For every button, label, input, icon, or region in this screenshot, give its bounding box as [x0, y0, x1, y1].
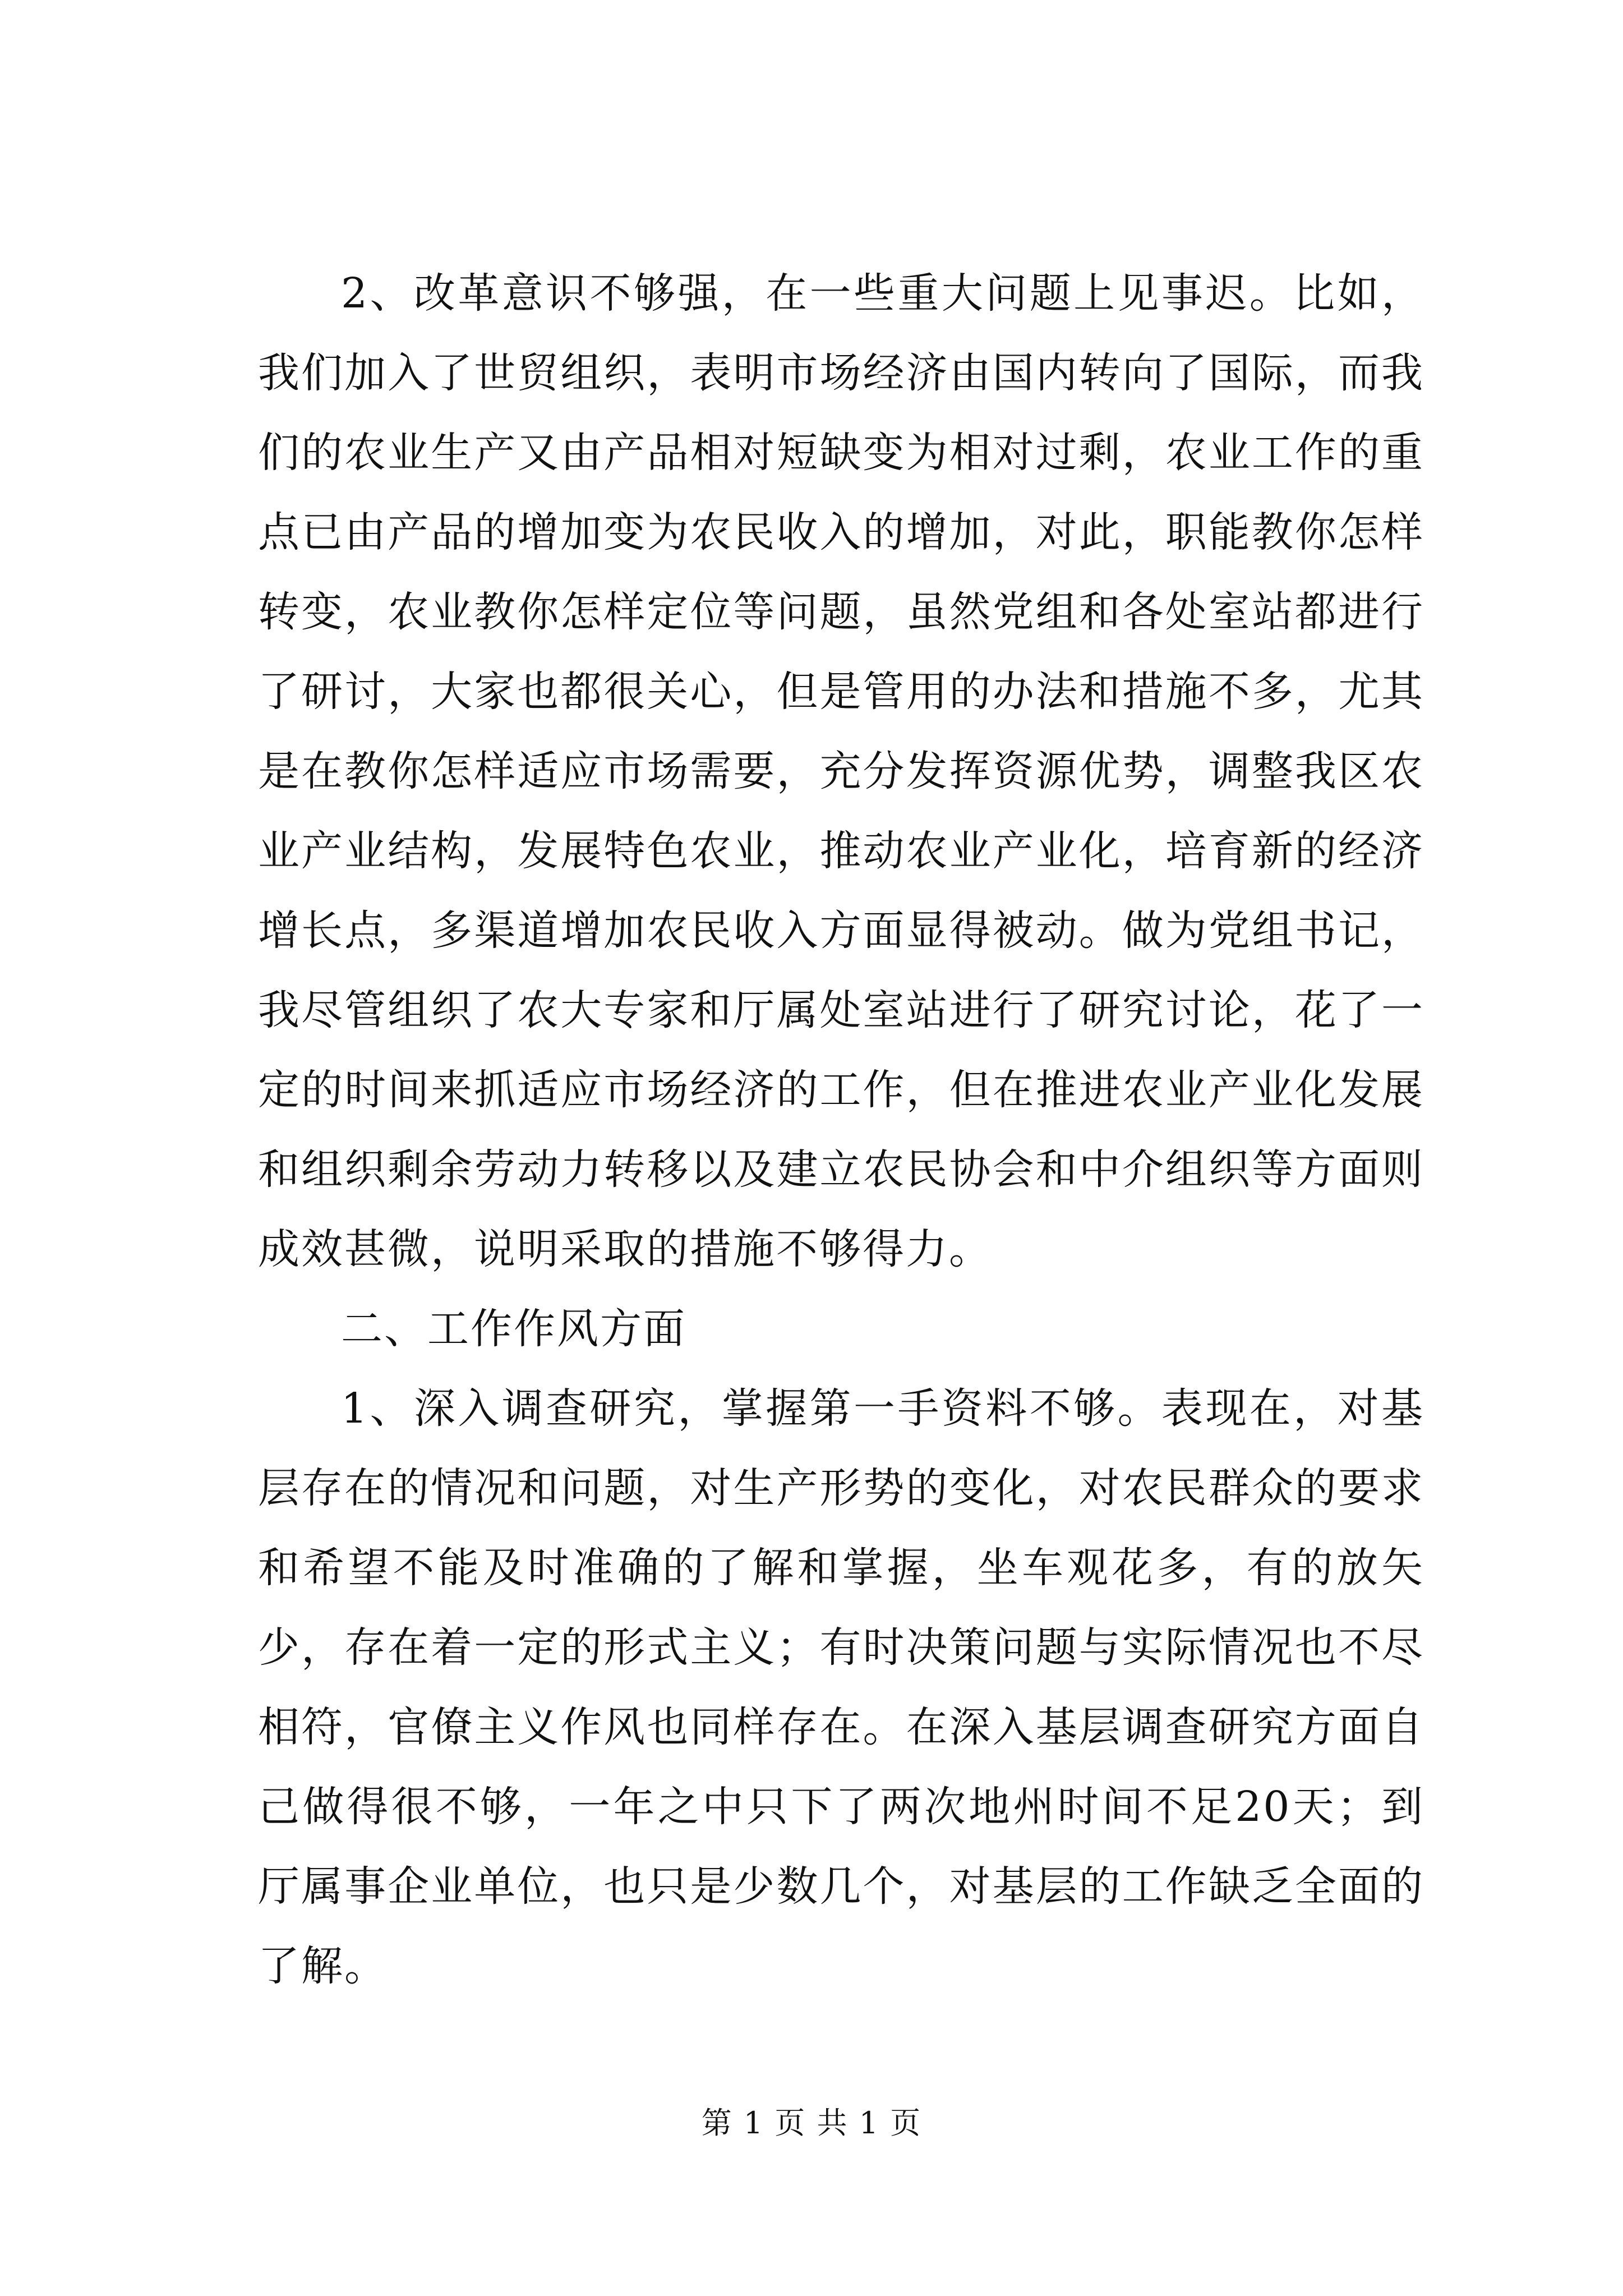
- document-body: [258, 254, 1424, 2006]
- page-footer: 第 1 页 共 1 页: [701, 2105, 922, 2141]
- section-heading-work-style: 二、工作作风方面: [341, 1305, 686, 1353]
- paragraph-investigation-research: 1、深入调查研究，掌握第一手资料不够。表现在，对基层存在的情况和问题，对生产形势的变化，对农民群众的要求和希望不能及时准确的了解和掌握，坐车观花多，有的放矢少，存在着一定的形式主义；有时决策问题与实际情况也不尽相符，官僚主义作风也同样存在。在深入基层调查研究方面自己做得很不够，一年之中只下了两次地州时间不足20天；到厅属事企业单位，也只是少数几个，对基层的工作缺乏全面的了解。: [258, 1384, 1424, 1990]
- paragraph-reform-awareness: 2、改革意识不够强，在一些重大问题上见事迟。比如，我们加入了世贸组织，表明市场经济由国内转向了国际，而我们的农业生产又由产品相对短缺变为相对过剩，农业工作的重点已由产品的增加变为农民收入的增加，对此，职能教你怎样转变，农业教你怎样定位等问题，虽然党组和各处室站都进行了研讨，大家也都很关心，但是管用的办法和措施不多，尤其是在教你怎样适应市场需要，充分发挥资源优势，调整我区农业产业结构，发展特色农业，推动农业产业化，培育新的经济增长点，多渠道增加农民收入方面显得被动。做为党组书记，我尽管组织了农大专家和厅属处室站进行了研究讨论，花了一定的时间来抓适应市场经济的工作，但在推进农业产业化发展和组织剩余劳动力转移以及建立农民协会和中介组织等方面则成效甚微，说明采取的措施不够得力。: [258, 269, 1424, 1273]
